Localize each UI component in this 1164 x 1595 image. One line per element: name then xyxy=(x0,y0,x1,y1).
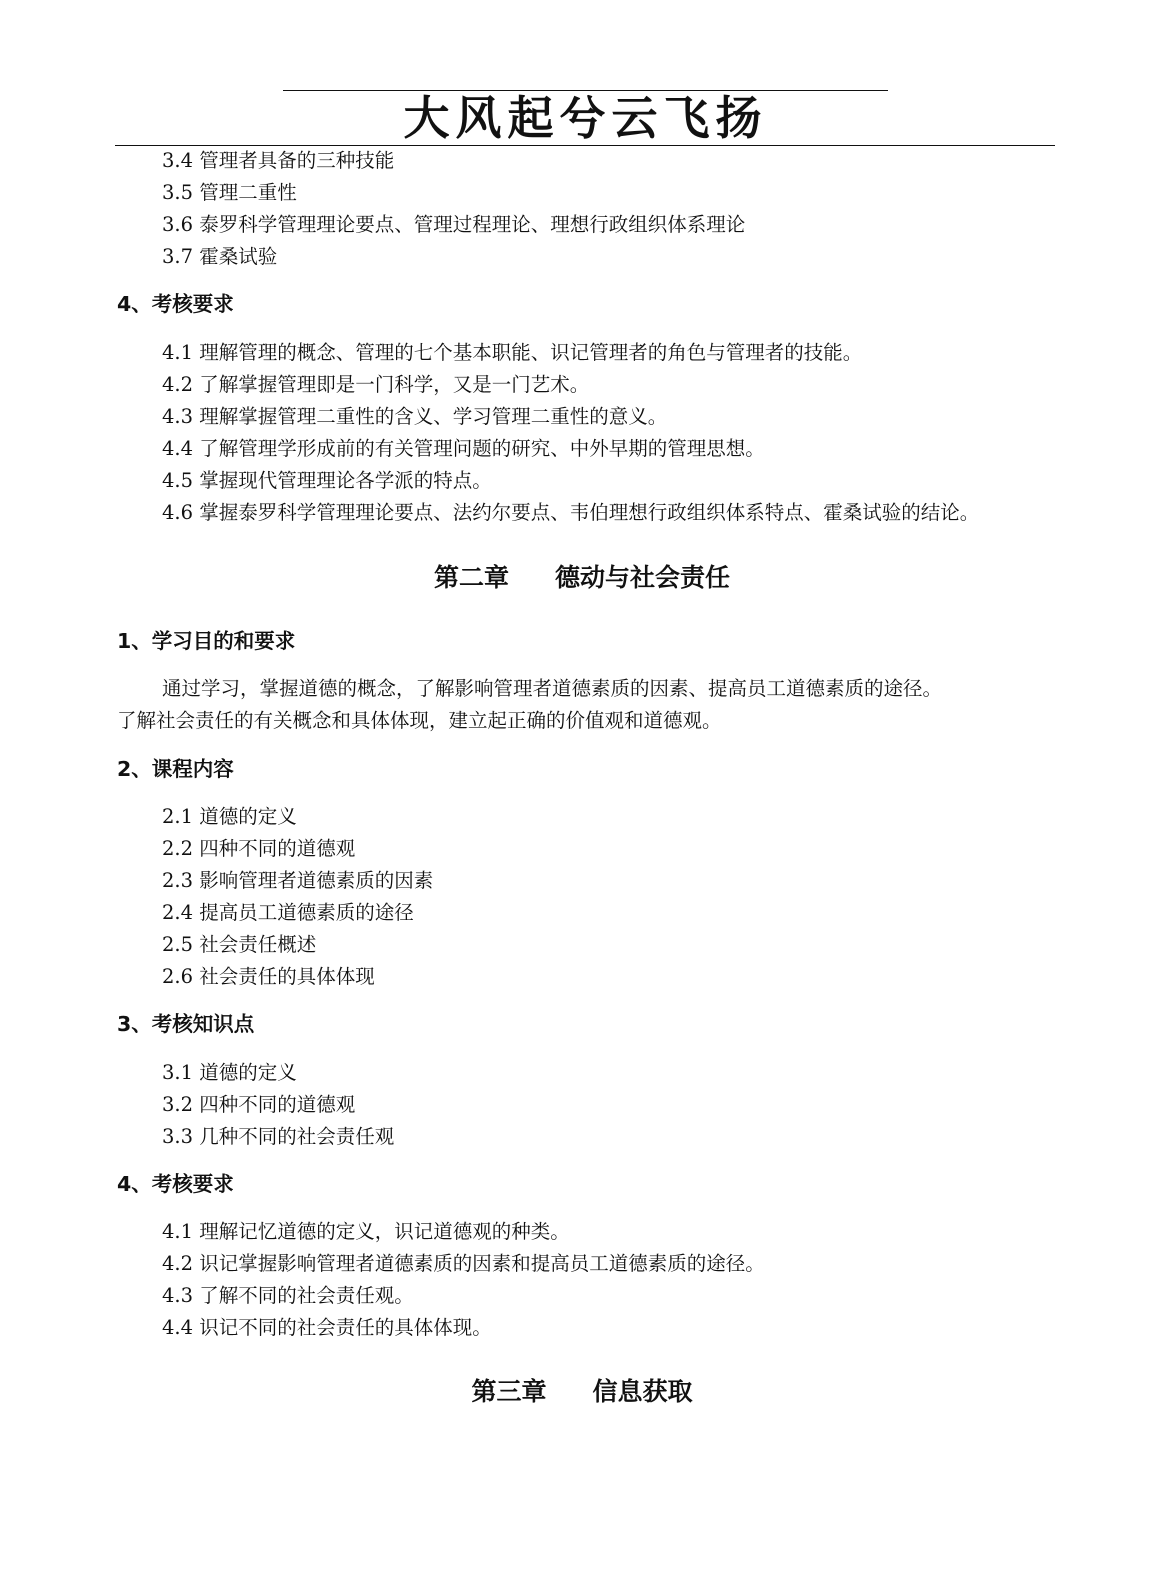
list-item: 2.4 提高员工道德素质的途径 xyxy=(162,901,414,924)
section-heading: 3、考核知识点 xyxy=(117,1012,255,1036)
list-item: 4.3 了解不同的社会责任观。 xyxy=(162,1284,414,1307)
list-item: 4.5 掌握现代管理理论各学派的特点。 xyxy=(162,469,492,492)
paragraph-line: 了解社会责任的有关概念和具体体现，建立起正确的价值观和道德观。 xyxy=(117,709,722,732)
list-item: 4.1 理解管理的概念、管理的七个基本职能、识记管理者的角色与管理者的技能。 xyxy=(162,341,863,364)
list-item: 2.5 社会责任概述 xyxy=(162,933,317,956)
list-item: 2.2 四种不同的道德观 xyxy=(162,837,356,860)
list-item: 3.7 霍桑试验 xyxy=(162,245,278,268)
header-banner: 大风起兮云飞扬 xyxy=(403,91,768,145)
list-item: 4.3 理解掌握管理二重性的含义、学习管理二重性的意义。 xyxy=(162,405,668,428)
list-item: 4.1 理解记忆道德的定义，识记道德观的种类。 xyxy=(162,1220,570,1243)
list-item: 3.1 道德的定义 xyxy=(162,1061,297,1084)
chapter-title xyxy=(0,1375,1164,1409)
list-item: 3.4 管理者具备的三种技能 xyxy=(162,149,395,172)
section-heading: 1、学习目的和要求 xyxy=(117,629,296,653)
list-item: 2.6 社会责任的具体体现 xyxy=(162,965,375,988)
list-item: 4.4 识记不同的社会责任的具体体现。 xyxy=(162,1316,492,1339)
header-rule-bottom xyxy=(115,145,1055,146)
section-heading: 2、课程内容 xyxy=(117,757,234,781)
chapter-name: 德动与社会责任 xyxy=(555,563,731,592)
section-heading: 4、考核要求 xyxy=(117,1172,234,1196)
list-item: 3.3 几种不同的社会责任观 xyxy=(162,1125,395,1148)
list-item: 3.6 泰罗科学管理理论要点、管理过程理论、理想行政组织体系理论 xyxy=(162,213,746,236)
list-item: 2.1 道德的定义 xyxy=(162,805,297,828)
chapter-name: 信息获取 xyxy=(592,1377,693,1406)
list-item: 4.2 了解掌握管理即是一门科学，又是一门艺术。 xyxy=(162,373,590,396)
chapter-title xyxy=(0,561,1164,595)
chapter-number: 第二章 xyxy=(433,563,509,592)
paragraph-line: 通过学习，掌握道德的概念，了解影响管理者道德素质的因素、提高员工道德素质的途径。 xyxy=(162,677,943,700)
list-item: 4.2 识记掌握影响管理者道德素质的因素和提高员工道德素质的途径。 xyxy=(162,1252,765,1275)
list-item: 2.3 影响管理者道德素质的因素 xyxy=(162,869,434,892)
list-item: 3.2 四种不同的道德观 xyxy=(162,1093,356,1116)
list-item: 3.5 管理二重性 xyxy=(162,181,297,204)
list-item: 4.4 了解管理学形成前的有关管理问题的研究、中外早期的管理思想。 xyxy=(162,437,765,460)
list-item: 4.6 掌握泰罗科学管理理论要点、法约尔要点、韦伯理想行政组织体系特点、霍桑试验的结论。 xyxy=(162,501,980,524)
chapter-number: 第三章 xyxy=(471,1377,547,1406)
section-heading: 4、考核要求 xyxy=(117,292,234,316)
